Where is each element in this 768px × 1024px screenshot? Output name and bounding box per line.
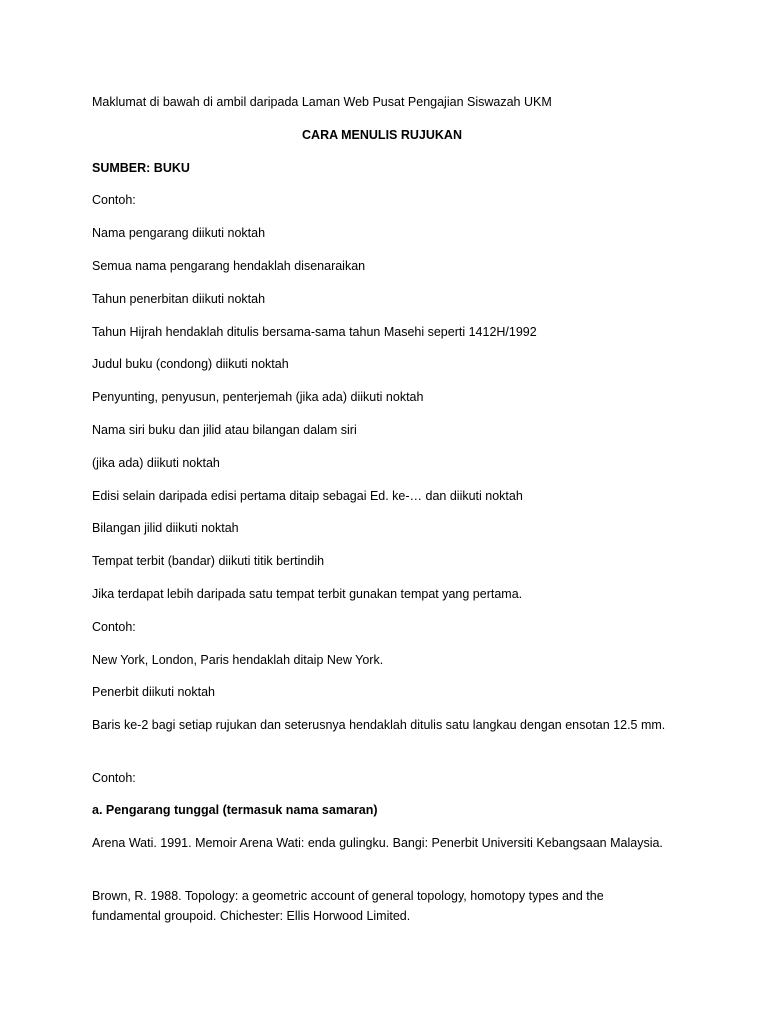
text-line: Tempat terbit (bandar) diikuti titik bertindih: [92, 554, 325, 568]
text-line: Penerbit diikuti noktah: [92, 685, 215, 699]
document-title: CARA MENULIS RUJUKAN: [302, 128, 462, 142]
text-line: Judul buku (condong) diikuti noktah: [92, 357, 289, 371]
text-line: Contoh:: [92, 620, 136, 634]
text-line: (jika ada) diikuti noktah: [92, 456, 220, 470]
text-line: Bilangan jilid diikuti noktah: [92, 521, 239, 535]
text-line: Penyunting, penyusun, penterjemah (jika ada) diikuti noktah: [92, 390, 424, 404]
text-paragraph: Baris ke-2 bagi setiap rujukan dan seterusnya hendaklah ditulis satu langkau dengan ensotan 12.5 mm.: [92, 718, 666, 732]
text-line: Contoh:: [92, 193, 136, 207]
text-line: Tahun penerbitan diikuti noktah: [92, 292, 266, 306]
text-line: Jika terdapat lebih daripada satu tempat terbit gunakan tempat yang pertama.: [92, 587, 523, 601]
reference-entry: Brown, R. 1988. Topology: a geometric account of general topology, homotopy types and the fundamental groupoid. Chichester: Ellis Horwood Limited.: [92, 889, 604, 923]
text-line: Contoh:: [92, 771, 136, 785]
text-line: Nama siri buku dan jilid atau bilangan dalam siri: [92, 423, 357, 437]
text-line: New York, London, Paris hendaklah ditaip New York.: [92, 653, 384, 667]
text-line: Nama pengarang diikuti noktah: [92, 226, 266, 240]
intro-text: Maklumat di bawah di ambil daripada Laman Web Pusat Pengajian Siswazah UKM: [92, 95, 552, 109]
subheading: a. Pengarang tunggal (termasuk nama samaran): [92, 803, 378, 817]
section-heading: SUMBER: BUKU: [92, 161, 190, 175]
text-line: Semua nama pengarang hendaklah disenaraikan: [92, 259, 366, 273]
text-line: Edisi selain daripada edisi pertama ditaip sebagai Ed. ke-… dan diikuti noktah: [92, 489, 523, 503]
reference-entry: Arena Wati. 1991. Memoir Arena Wati: enda gulingku. Bangi: Penerbit Universiti Kebangsaan Malaysia.: [92, 836, 663, 850]
text-line: Tahun Hijrah hendaklah ditulis bersama-sama tahun Masehi seperti 1412H/1992: [92, 325, 537, 339]
